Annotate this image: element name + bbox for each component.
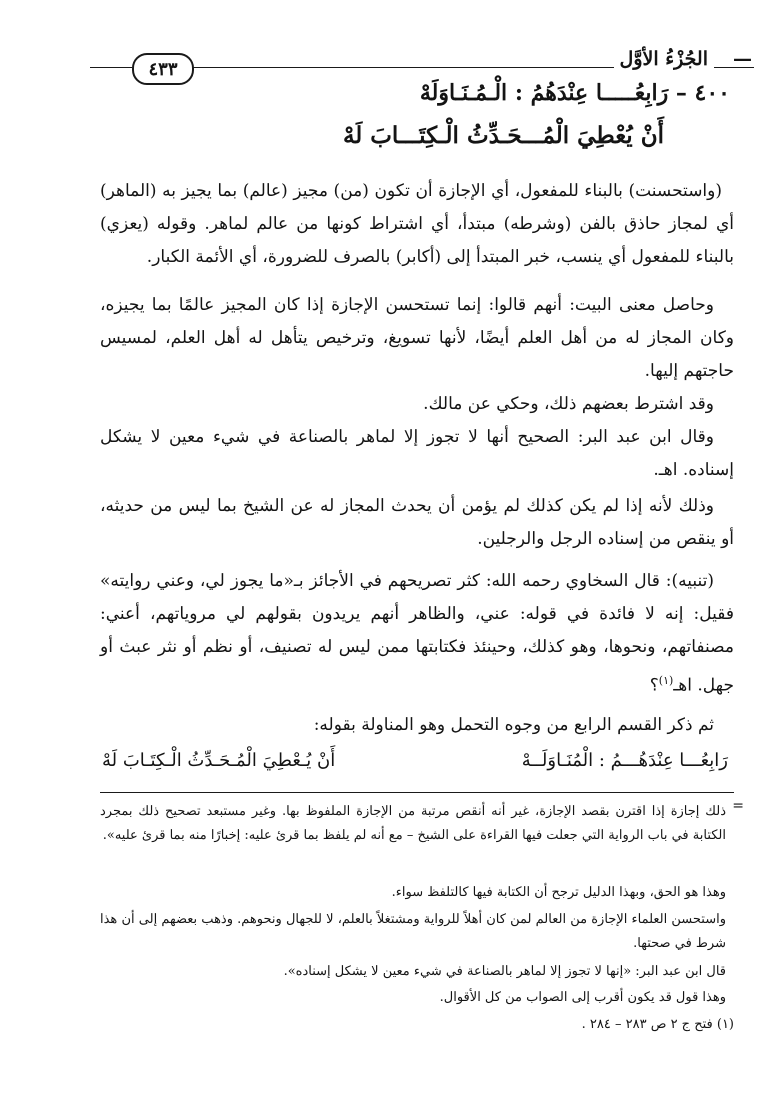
body-paragraph-3: وقد اشترط بعضهم ذلك، وحكي عن مالك. <box>423 394 714 414</box>
verse-hemistich-left: أَنْ يُـعْطِيَ الْمُـحَـدِّثُ الْـكِتَـابَ لَهْ <box>102 750 336 771</box>
body-paragraph-1: (واستحسنت) بالبناء للمفعول، أي الإجازة أن تكون (من) مجيز (عالم) بما يجيز به (الماهر) أي لمجاز حاذق بالفن (وشرطه) مبتدأ، أي اشتراط كونها من عالم لماهر. وقوله (يعزي) بالبناء للمفعول أي ينسب، خبر المبتدأ إلى (أكابر) بالصرف للضرورة، أي الأئمة الكبار. <box>100 181 734 267</box>
footnote-1-citation: (١) فتح ج ٢ ص ٢٨٣ – ٢٨٤ . <box>581 1017 734 1032</box>
footnote-paragraph-5: وهذا قول قد يكون أقرب إلى الصواب من كل الأقوال. <box>439 990 726 1005</box>
body-paragraph-2: وحاصل معنى البيت: أنهم قالوا: إنما تستحسن الإجازة إذا كان المجيز عالمًا بما يجيزه، وكان المجاز له من أهل العلم أيضًا، لأنها تسويغ، وترخيص يتأهل له أهل العلم، لمسيس حاجتهم إليها. <box>100 295 734 381</box>
footnote-reference: (١) <box>658 674 674 687</box>
tanbih-text: (تنبيه): قال السخاوي رحمه الله: كثر تصريحهم في الأجائز بـ«ما يجوز لي، وعني روايته» فقيل: إنه لا فائدة في قوله: عني، والظاهر أنهم يريدون بقولهم لي مروياتهم، أعني: مصنفاتهم، ونحوها، وهو كذلك، وحينئذ فكتابتها ممن ليس له تصنيف، أو نظم أو نثر عبث أو جهل. اهـ <box>100 571 734 696</box>
page-number: ٤٣٣ <box>148 58 178 80</box>
footnote-separator <box>100 792 734 793</box>
footnote-paragraph-2: وهذا هو الحق، وبهذا الدليل ترجح أن الكتابة فيها كالتلفظ سواء. <box>391 885 726 900</box>
body-paragraph-6 <box>100 565 734 703</box>
page-number-badge <box>132 53 194 85</box>
tanbih-end-mark: ؟ <box>649 675 659 696</box>
footnote-paragraph-3: واستحسن العلماء الإجازة من العالم لمن كان أهلاً للرواية ومشتغلاً بالعلم، لا للجهال ونحوهم. وذهب بعضهم إلى أن هذا شرط في صحتها. <box>100 912 726 951</box>
body-paragraph-7: ثم ذكر القسم الرابع من وجوه التحمل وهو المناولة بقوله: <box>313 715 714 735</box>
verse-heading-line-2: أَنْ يُعْطِيَ الْمُـــحَـدِّثُ الْـكِتَـــابَ لَهْ <box>342 122 664 149</box>
running-head-title: الجُزْءُ الأوَّل <box>614 48 714 70</box>
header-rule-left <box>90 67 132 68</box>
footnote-paragraph-1: ذلك إجازة إذا اقترن بقصد الإجازة، غير أنه أنقص مرتبة من الإجازة الملفوظ بها. وغير مستبعد تصحيح ذلك بمجرد الكتابة في باب الرواية التي جعلت فيها القراءة على الشيخ – مع أنه لم يلفظ بما قرئ عليه: إخبارًا منه بما قرئ عليه». <box>100 804 726 843</box>
verse-heading-line-1: ٤٠٠ – رَابِعُـــــا عِنْدَهُمُ : الْـمُـنَـاوَلَهْ <box>419 80 730 106</box>
footnote-paragraph-4: قال ابن عبد البر: «إنها لا تجوز إلا لماهر بالصناعة في شيء معين لا يشكل إسناده». <box>283 964 726 979</box>
verse-hemistich-right: رَابِعُـــا عِنْدَهُـــمُ : الْمُنَـاوَلَــهْ <box>521 750 728 771</box>
body-paragraph-5: وذلك لأنه إذا لم يكن كذلك لم يؤمن أن يحدث المجاز له عن الشيخ بما ليس من حديثه، أو ينقص من إسناده الرجل والرجلين. <box>100 496 734 549</box>
footnote-continuation-mark: = <box>732 798 744 814</box>
header-dash: — <box>733 48 752 70</box>
body-paragraph-4: وقال ابن عبد البر: الصحيح أنها لا تجوز إلا لماهر بالصناعة في شيء معين لا يشكل إسناده. اهـ. <box>100 427 734 480</box>
